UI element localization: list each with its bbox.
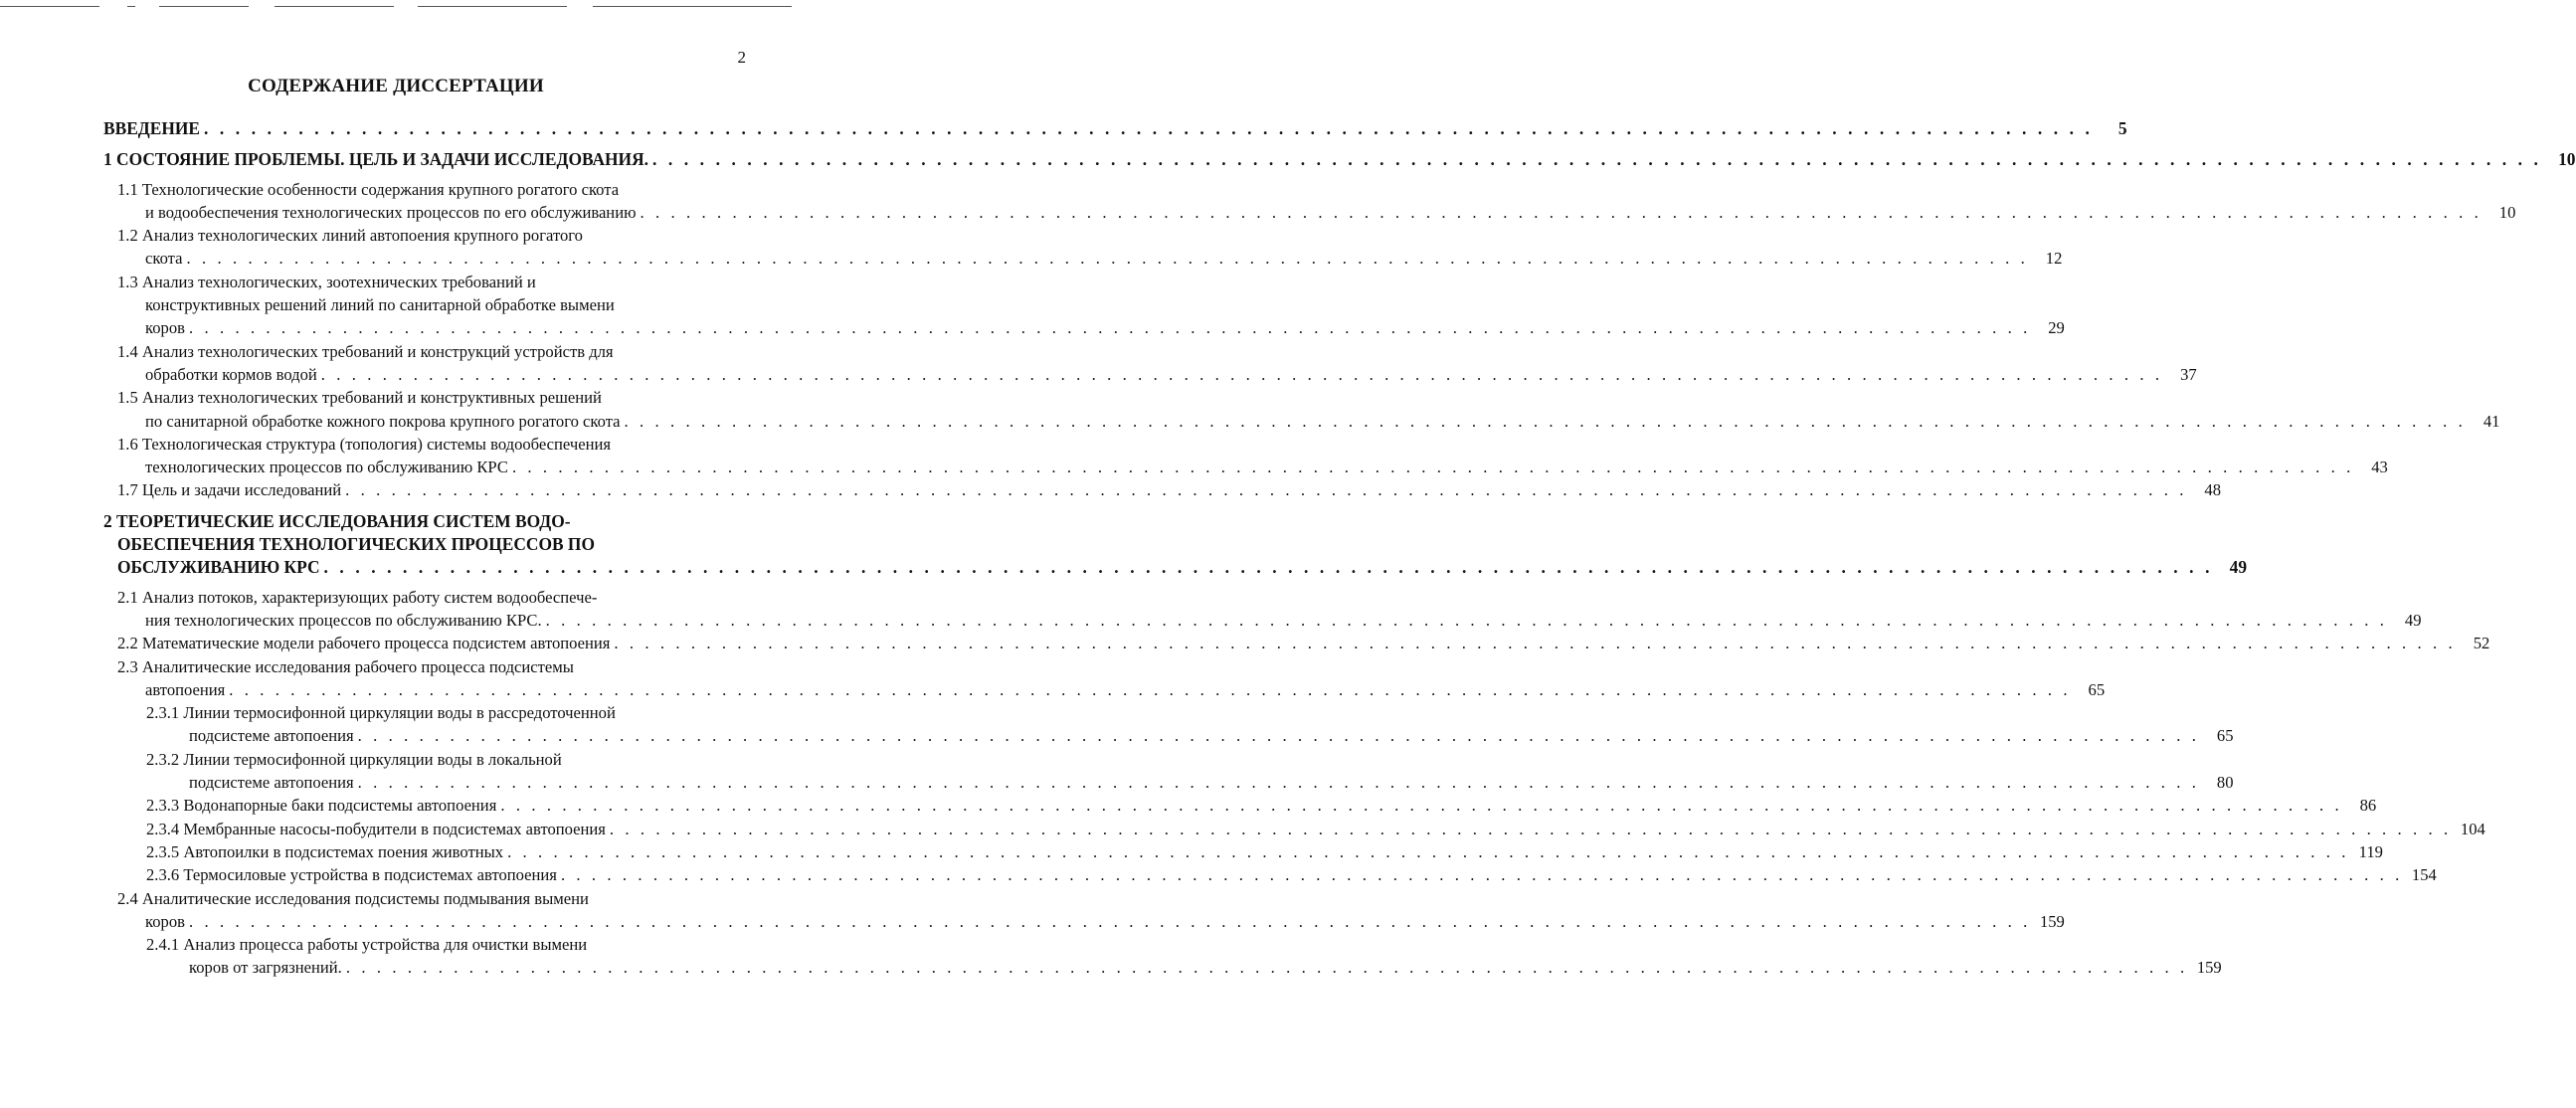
- toc-entry: [103, 148, 2576, 171]
- toc-entry: [103, 224, 2063, 271]
- toc-entry: [103, 478, 2221, 501]
- toc-entry: [103, 433, 2388, 479]
- toc-entry: [103, 632, 2490, 654]
- toc-page-number: 119: [2358, 841, 2383, 861]
- dot-leader: . . . . . . . . . . . . . . . . . . . . . . . . . . . . . . . . . . . . . . . . . . . . . . . . . . . . . . . . . . . . . . . . . . . . . . . . . . . . . . . . . . . . . . . . . . . . . . . . . . . . . . . . . . . . . . . . . . . . . . . .: [188, 318, 2031, 338]
- toc-page-number: 80: [2216, 773, 2234, 793]
- toc-entry-text: 2.4 Аналитические исследования подсистемы подмывания вымени: [117, 888, 589, 908]
- toc-entry-text: 1.7 Цель и задачи исследований: [117, 480, 342, 500]
- scan-artifact-lines: [0, 4, 792, 10]
- toc-page-number: 154: [2411, 865, 2437, 885]
- dot-leader: . . . . . . . . . . . . . . . . . . . . . . . . . . . . . . . . . . . . . . . . . . . . . . . . . . . . . . . . . . . . . . . . . . . . . . . . . . . . . . . . . . . . . . . . . . . . . . . . . . . . . . . . . . . . . . . . . . . . . . . .: [204, 118, 2094, 138]
- toc-entry-text: 2.3.6 Термосиловые устройства в подсистемах автопоения: [146, 865, 557, 885]
- toc-entry: [103, 887, 2065, 934]
- toc-entry-text: 1.5 Анализ технологических требований и конструктивных решений: [117, 388, 602, 408]
- toc-entry: [103, 340, 2197, 387]
- dot-leader: . . . . . . . . . . . . . . . . . . . . . . . . . . . . . . . . . . . . . . . . . . . . . . . . . . . . . . . . . . . . . . . . . . . . . . . . . . . . . . . . . . . . . . . . . . . . . . . . . . . . . . . . . . . . . . . . . . . . . . . .: [640, 202, 2483, 222]
- toc-entry: [103, 794, 2377, 817]
- toc-entry-text: и водообеспечения технологических процессов по его обслуживанию: [145, 202, 637, 222]
- toc-entry-text: 1.3 Анализ технологических, зоотехнических требований и: [117, 272, 536, 291]
- toc-page-number: 65: [2216, 726, 2234, 746]
- toc-entry-text: 2.3 Аналитические исследования рабочего процесса подсистемы: [117, 656, 574, 676]
- toc-page-number: 86: [2359, 796, 2377, 816]
- toc-entry: [103, 701, 2234, 748]
- toc-entry: [103, 386, 2500, 433]
- dot-leader: . . . . . . . . . . . . . . . . . . . . . . . . . . . . . . . . . . . . . . . . . . . . . . . . . . . . . . . . . . . . . . . . . . . . . . . . . . . . . . . . . . . . . . . . . . . . . . . . . . . . . . . . . . . . . . . . . . . . . . . .: [229, 679, 2072, 699]
- toc-entry-text: скота: [145, 249, 183, 269]
- toc-entry: [103, 271, 2065, 340]
- toc-entry-text: ОБЕСПЕЧЕНИЯ ТЕХНОЛОГИЧЕСКИХ ПРОЦЕССОВ ПО: [117, 534, 595, 555]
- dot-leader: . . . . . . . . . . . . . . . . . . . . . . . . . . . . . . . . . . . . . . . . . . . . . . . . . . . . . . . . . . . . . . . . . . . . . . . . . . . . . . . . . . . . . . . . . . . . . . . . . . . . . . . . . . . . . . . . . . . . . . . .: [500, 796, 2343, 816]
- dot-leader: . . . . . . . . . . . . . . . . . . . . . . . . . . . . . . . . . . . . . . . . . . . . . . . . . . . . . . . . . . . . . . . . . . . . . . . . . . . . . . . . . . . . . . . . . . . . . . . . . . . . . . . . . . . . . . . . . . . . . . . .: [323, 557, 2214, 578]
- dot-leader: . . . . . . . . . . . . . . . . . . . . . . . . . . . . . . . . . . . . . . . . . . . . . . . . . . . . . . . . . . . . . . . . . . . . . . . . . . . . . . . . . . . . . . . . . . . . . . . . . . . . . . . . . . . . . . . . . . . . . . . .: [652, 149, 2542, 170]
- dot-leader: . . . . . . . . . . . . . . . . . . . . . . . . . . . . . . . . . . . . . . . . . . . . . . . . . . . . . . . . . . . . . . . . . . . . . . . . . . . . . . . . . . . . . . . . . . . . . . . . . . . . . . . . . . . . . . . . . . . . . . . .: [507, 841, 2349, 861]
- toc-entry-text: 2.3.5 Автопоилки в подсистемах поения животных: [146, 841, 504, 861]
- toc-entry-text: 2.3.2 Линии термосифонной циркуляции воды в локальной: [146, 749, 562, 769]
- dot-leader: . . . . . . . . . . . . . . . . . . . . . . . . . . . . . . . . . . . . . . . . . . . . . . . . . . . . . . . . . . . . . . . . . . . . . . . . . . . . . . . . . . . . . . . . . . . . . . . . . . . . . . . . . . . . . . . . . . . . . . . .: [560, 865, 2403, 885]
- page-number: 2: [737, 48, 746, 67]
- toc-entry-text: 1.6 Технологическая структура (топология) системы водообеспечения: [117, 434, 611, 454]
- toc-entry-text: подсистеме автопоения: [189, 726, 354, 746]
- toc-entry-text: 1 СОСТОЯНИЕ ПРОБЛЕМЫ. ЦЕЛЬ И ЗАДАЧИ ИССЛЕДОВАНИЯ.: [103, 149, 648, 170]
- table-of-contents: [103, 117, 2576, 980]
- toc-entry: [103, 117, 2127, 140]
- dot-leader: . . . . . . . . . . . . . . . . . . . . . . . . . . . . . . . . . . . . . . . . . . . . . . . . . . . . . . . . . . . . . . . . . . . . . . . . . . . . . . . . . . . . . . . . . . . . . . . . . . . . . . . . . . . . . . . . . . . . . . . .: [511, 458, 2354, 477]
- toc-entry: [103, 933, 2222, 980]
- toc-page-number: 49: [2229, 557, 2248, 578]
- toc-page-number: 10: [2498, 202, 2516, 222]
- toc-entry-text: коров от загрязнений.: [189, 958, 342, 978]
- dot-leader: . . . . . . . . . . . . . . . . . . . . . . . . . . . . . . . . . . . . . . . . . . . . . . . . . . . . . . . . . . . . . . . . . . . . . . . . . . . . . . . . . . . . . . . . . . . . . . . . . . . . . . . . . . . . . . . . . . . . . . . .: [357, 726, 2200, 746]
- toc-entry-text: 2 ТЕОРЕТИЧЕСКИЕ ИССЛЕДОВАНИЯ СИСТЕМ ВОДО-: [103, 510, 571, 531]
- toc-entry-text: обработки кормов водой: [145, 364, 317, 384]
- toc-page-number: 12: [2045, 249, 2063, 269]
- toc-page-number: 159: [2196, 958, 2222, 978]
- dot-leader: . . . . . . . . . . . . . . . . . . . . . . . . . . . . . . . . . . . . . . . . . . . . . . . . . . . . . . . . . . . . . . . . . . . . . . . . . . . . . . . . . . . . . . . . . . . . . . . . . . . . . . . . . . . . . . . . . . . . . . . .: [345, 480, 2187, 500]
- toc-page-number: 159: [2039, 911, 2065, 931]
- toc-entry-text: 1.4 Анализ технологических требований и конструкций устройств для: [117, 341, 614, 361]
- toc-page-number: 49: [2404, 610, 2422, 630]
- toc-entry-text: технологических процессов по обслуживанию КРС: [145, 458, 508, 477]
- dot-leader: . . . . . . . . . . . . . . . . . . . . . . . . . . . . . . . . . . . . . . . . . . . . . . . . . . . . . . . . . . . . . . . . . . . . . . . . . . . . . . . . . . . . . . . . . . . . . . . . . . . . . . . . . . . . . . . . . . . . . . . .: [357, 773, 2200, 793]
- dot-leader: . . . . . . . . . . . . . . . . . . . . . . . . . . . . . . . . . . . . . . . . . . . . . . . . . . . . . . . . . . . . . . . . . . . . . . . . . . . . . . . . . . . . . . . . . . . . . . . . . . . . . . . . . . . . . . . . . . . . . . . .: [188, 911, 2031, 931]
- toc-entry-text: ВВЕДЕНИЕ: [103, 118, 201, 138]
- toc-entry-text: ния технологических процессов по обслуживанию КРС.: [145, 610, 542, 630]
- toc-entry: [103, 863, 2437, 886]
- dot-leader: . . . . . . . . . . . . . . . . . . . . . . . . . . . . . . . . . . . . . . . . . . . . . . . . . . . . . . . . . . . . . . . . . . . . . . . . . . . . . . . . . . . . . . . . . . . . . . . . . . . . . . . . . . . . . . . . . . . . . . . .: [545, 610, 2388, 630]
- toc-entry-text: по санитарной обработке кожного покрова крупного рогатого скота: [145, 411, 621, 431]
- toc-entry-text: конструктивных решений линий по санитарной обработке вымени: [145, 295, 615, 315]
- dot-leader: . . . . . . . . . . . . . . . . . . . . . . . . . . . . . . . . . . . . . . . . . . . . . . . . . . . . . . . . . . . . . . . . . . . . . . . . . . . . . . . . . . . . . . . . . . . . . . . . . . . . . . . . . . . . . . . . . . . . . . . .: [320, 364, 2163, 384]
- toc-entry-text: автопоения: [145, 679, 226, 699]
- toc-page-number: 29: [2048, 318, 2065, 338]
- toc-entry: [103, 510, 2248, 580]
- toc-entry-text: 2.4.1 Анализ процесса работы устройства для очистки вымени: [146, 935, 588, 955]
- toc-page-number: 104: [2460, 819, 2485, 838]
- toc-entry-text: 2.3.3 Водонапорные баки подсистемы автопоения: [146, 796, 497, 816]
- dot-leader: . . . . . . . . . . . . . . . . . . . . . . . . . . . . . . . . . . . . . . . . . . . . . . . . . . . . . . . . . . . . . . . . . . . . . . . . . . . . . . . . . . . . . . . . . . . . . . . . . . . . . . . . . . . . . . . . . . . . . . . .: [609, 819, 2452, 838]
- toc-entry-text: коров: [145, 911, 185, 931]
- toc-entry-text: подсистеме автопоения: [189, 773, 354, 793]
- toc-entry-text: ОБСЛУЖИВАНИЮ КРС: [117, 557, 320, 578]
- toc-entry: [103, 818, 2485, 840]
- toc-entry-text: 2.3.1 Линии термосифонной циркуляции воды в рассредоточенной: [146, 703, 616, 723]
- toc-page-number: 43: [2371, 458, 2388, 477]
- toc-page-number: 48: [2204, 480, 2221, 500]
- dot-leader: . . . . . . . . . . . . . . . . . . . . . . . . . . . . . . . . . . . . . . . . . . . . . . . . . . . . . . . . . . . . . . . . . . . . . . . . . . . . . . . . . . . . . . . . . . . . . . . . . . . . . . . . . . . . . . . . . . . . . . . .: [186, 249, 2029, 269]
- document-title: СОДЕРЖАНИЕ ДИССЕРТАЦИИ: [248, 76, 544, 96]
- toc-entry-text: коров: [145, 318, 185, 338]
- toc-entry: [103, 748, 2234, 795]
- toc-page-number: 5: [2117, 118, 2127, 138]
- toc-entry-text: 1.1 Технологические особенности содержания крупного рогатого скота: [117, 179, 620, 199]
- toc-page-number: 41: [2483, 411, 2500, 431]
- toc-entry-text: 2.3.4 Мембранные насосы-побудители в подсистемах автопоения: [146, 819, 606, 838]
- toc-page-number: 52: [2473, 634, 2490, 653]
- toc-entry: [103, 655, 2106, 702]
- toc-entry: [103, 586, 2422, 633]
- dot-leader: . . . . . . . . . . . . . . . . . . . . . . . . . . . . . . . . . . . . . . . . . . . . . . . . . . . . . . . . . . . . . . . . . . . . . . . . . . . . . . . . . . . . . . . . . . . . . . . . . . . . . . . . . . . . . . . . . . . . . . . .: [624, 411, 2467, 431]
- toc-page-number: 37: [2180, 364, 2197, 384]
- toc-entry-text: 2.1 Анализ потоков, характеризующих работу систем водообеспече-: [117, 587, 598, 607]
- toc-page-number: 10: [2558, 149, 2576, 170]
- toc-entry-text: 2.2 Математические модели рабочего процесса подсистем автопоения: [117, 634, 611, 653]
- dot-leader: . . . . . . . . . . . . . . . . . . . . . . . . . . . . . . . . . . . . . . . . . . . . . . . . . . . . . . . . . . . . . . . . . . . . . . . . . . . . . . . . . . . . . . . . . . . . . . . . . . . . . . . . . . . . . . . . . . . . . . . .: [345, 958, 2188, 978]
- toc-entry: [103, 840, 2383, 863]
- toc-entry: [103, 178, 2516, 225]
- toc-entry-text: 1.2 Анализ технологических линий автопоения крупного рогатого: [117, 226, 583, 246]
- dot-leader: . . . . . . . . . . . . . . . . . . . . . . . . . . . . . . . . . . . . . . . . . . . . . . . . . . . . . . . . . . . . . . . . . . . . . . . . . . . . . . . . . . . . . . . . . . . . . . . . . . . . . . . . . . . . . . . . . . . . . . . .: [614, 634, 2457, 653]
- toc-page-number: 65: [2088, 679, 2106, 699]
